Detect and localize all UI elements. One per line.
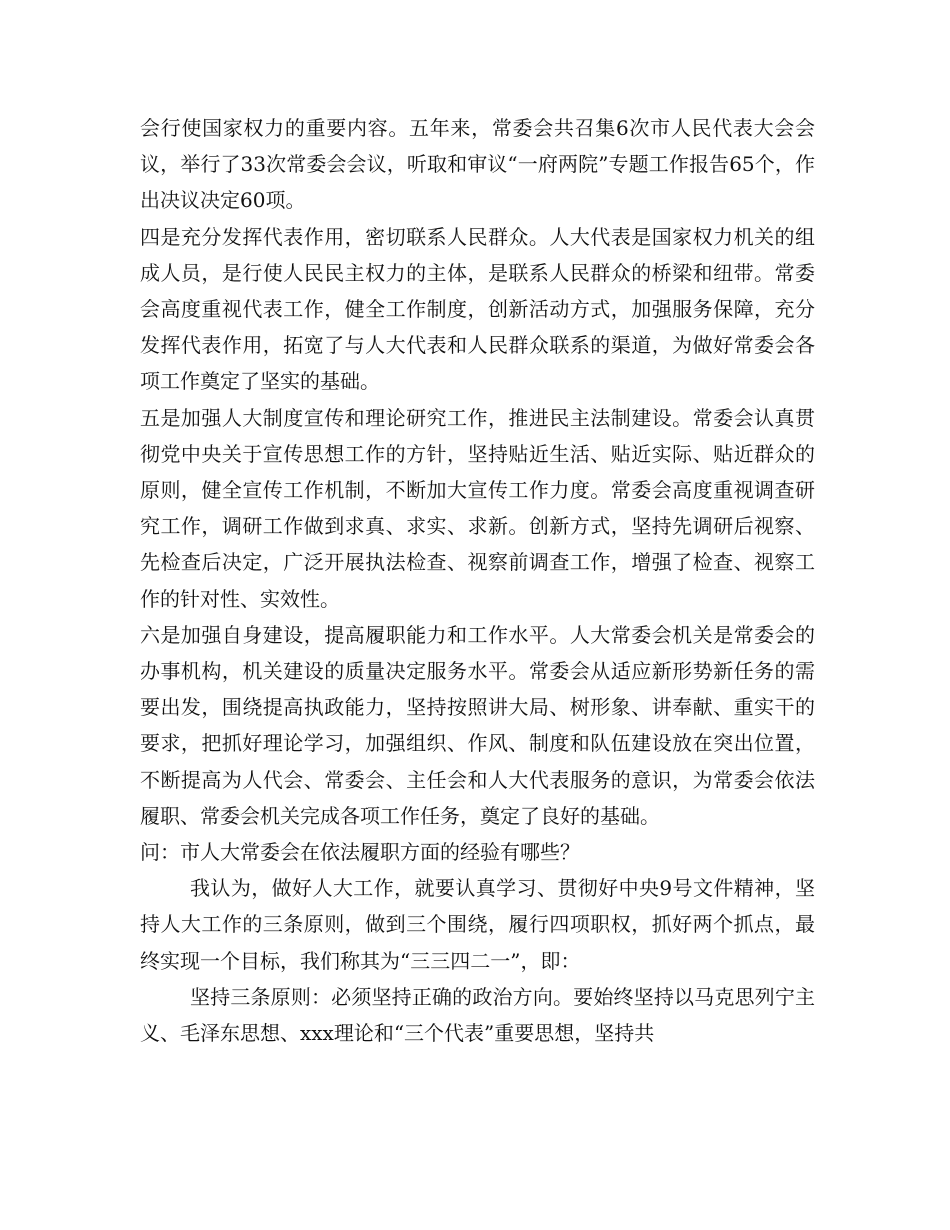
paragraph-continuation: 会行使国家权力的重要内容。五年来，常委会共召集6次市人民代表大会会议，举行了33次常委会会议，听取和审议“一府两院”专题工作报告65个，作出决议决定60项。 [140,116,815,213]
answer-paragraph: 我认为，做好人大工作，就要认真学习、贯彻好中央9号文件精神，坚持人大工作的三条原则，做到三个围绕，履行四项职权，抓好两个抓点，最终实现一个目标，我们称其为“三三四二一”，即： [140,876,815,973]
principles-paragraph: 坚持三条原则：必须坚持正确的政治方向。要始终坚持以马克思列宁主义、毛泽东思想、xxx理论和“三个代表”重要思想，坚持共 [140,984,815,1046]
document-body [140,110,815,1051]
paragraph-point-four: 四是充分发挥代表作用，密切联系人民群众。人大代表是国家权力机关的组成人员，是行使人民民主权力的主体，是联系人民群众的桥梁和纽带。常委会高度重视代表工作，健全工作制度，创新活动方式，加强服务保障，充分发挥代表作用，拓宽了与人大代表和人民群众联系的渠道，为做好常委会各项工作奠定了坚实的基础。 [140,224,815,394]
paragraph-point-five: 五是加强人大制度宣传和理论研究工作，推进民主法制建设。常委会认真贯彻党中央关于宣传思想工作的方针，坚持贴近生活、贴近实际、贴近群众的原则，健全宣传工作机制，不断加大宣传工作力度。常委会高度重视调查研究工作，调研工作做到求真、求实、求新。创新方式，坚持先调研后视察、先检查后决定，广泛开展执法检查、视察前调查工作，增强了检查、视察工作的针对性、实效性。 [140,405,815,611]
paragraph-point-six: 六是加强自身建设，提高履职能力和工作水平。人大常委会机关是常委会的办事机构，机关建设的质量决定服务水平。常委会从适应新形势新任务的需要出发，围绕提高执政能力，坚持按照讲大局、树形象、讲奉献、重实干的要求，把抓好理论学习，加强组织、作风、制度和队伍建设放在突出位置，不断提高为人代会、常委会、主任会和人大代表服务的意识，为常委会依法履职、常委会机关完成各项工作任务，奠定了良好的基础。 [140,622,815,828]
question-line: 问：市人大常委会在依法履职方面的经验有哪些？ [140,840,580,865]
